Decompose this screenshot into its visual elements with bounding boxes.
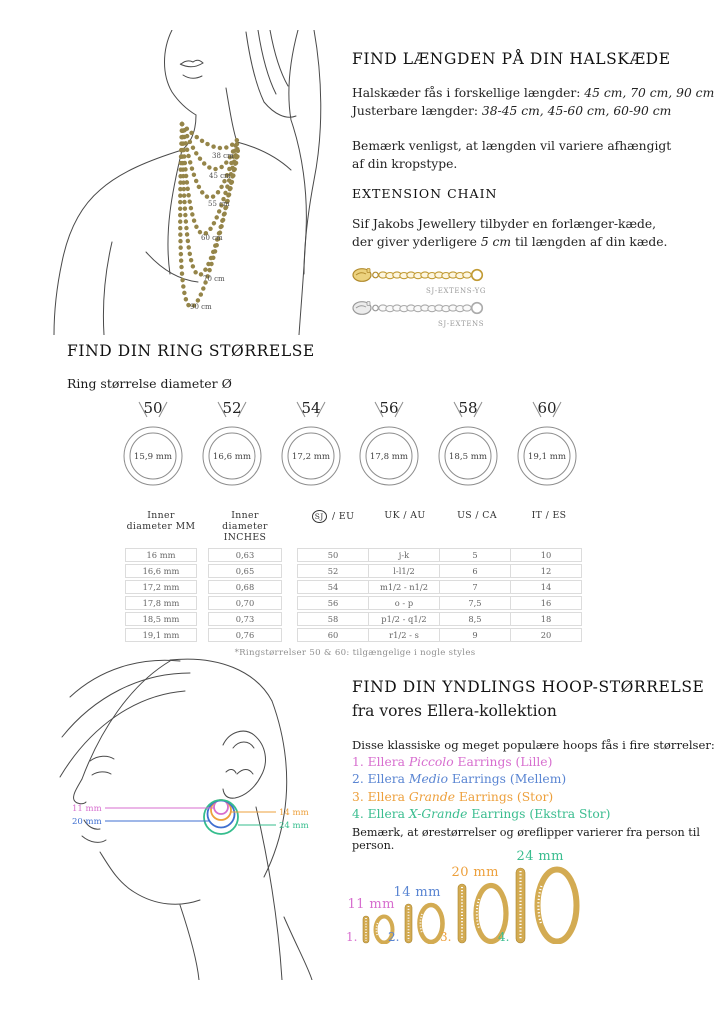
ring-size-table <box>125 510 585 658</box>
hoop-list-item-medio: 2. Ellera Medio Earrings (Mellem) <box>352 772 567 787</box>
necklace-text-block <box>352 50 718 174</box>
ring-size-number: 50 <box>143 399 163 417</box>
cell-us: 5 <box>439 548 511 562</box>
cell-eu: 54 <box>297 580 369 594</box>
cell-us: 6 <box>439 564 511 578</box>
cell-it: 10 <box>510 548 582 562</box>
cell-it: 18 <box>510 612 582 626</box>
ear-size-label-14mm: 14 mm <box>279 808 309 818</box>
cell-it: 12 <box>510 564 582 578</box>
cell-inches: 0,63 <box>208 548 282 562</box>
cell-inches: 0,68 <box>208 580 282 594</box>
cell-uk: r1/2 - s <box>368 628 440 642</box>
hoop-list-item-xgrande: 4. Ellera X-Grande Earrings (Ekstra Stor) <box>352 807 611 822</box>
hoop-size-list <box>352 754 720 824</box>
gold-extension-chain <box>352 266 718 295</box>
silver-extension-chain <box>352 299 718 328</box>
necklace-length-label: 55 cm <box>208 200 230 208</box>
hoop-product-size-24mm: 24 mm <box>516 849 564 864</box>
cell-eu: 60 <box>297 628 369 642</box>
silver-chain-drawing <box>352 299 484 317</box>
hoop-product-number-2: 2. <box>388 930 400 944</box>
ring-size-diagrams <box>114 398 586 494</box>
header-inner-diameter-inches: Inner diameter INCHES <box>222 510 268 543</box>
cell-mm: 19,1 mm <box>125 628 197 642</box>
table-row <box>125 596 585 610</box>
hoop-list-item-grande: 3. Ellera Grande Earrings (Stor) <box>352 789 554 804</box>
cell-uk: p1/2 - q1/2 <box>368 612 440 626</box>
table-row <box>125 548 585 562</box>
cell-us: 8,5 <box>439 612 511 626</box>
extension-line1: Sif Jakobs Jewellery tilbyder en forlænger-kæde, <box>352 217 657 231</box>
hoop-text-block <box>352 678 720 852</box>
hoop-note: Bemærk, at ørestørrelser og øreflipper varierer fra person til person. <box>352 825 700 852</box>
ring-table-header <box>125 510 585 543</box>
extension-chain-heading: EXTENSION CHAIN <box>352 186 498 201</box>
necklace-length-label: 90 cm <box>190 303 212 311</box>
hoop-product-number-1: 1. <box>346 930 358 944</box>
cell-eu: 58 <box>297 612 369 626</box>
cell-mm: 16 mm <box>125 548 197 562</box>
cell-it: 16 <box>510 596 582 610</box>
hoop-list-item-piccolo: 1. Ellera Piccolo Earrings (Lille) <box>352 755 553 769</box>
extension-line2-value: 5 cm <box>480 235 512 250</box>
hoop-ear-drawing <box>58 655 340 980</box>
ring-diagram-56 <box>350 398 428 494</box>
ring-diameter-label: 15,9 mm <box>133 452 173 462</box>
necklace-adjustable-values: 38-45 cm, 45-60 cm, 60-90 cm <box>481 104 672 119</box>
ring-diameter-label: 17,8 mm <box>370 452 409 462</box>
necklace-woman-drawing <box>50 30 350 335</box>
necklace-length-label: 45 cm <box>209 172 231 180</box>
hoop-product-size-11mm: 11 mm <box>347 897 395 912</box>
necklace-note-line1: Bemærk venligst, at længden vil variere afhængigt <box>352 138 672 153</box>
cell-us: 9 <box>439 628 511 642</box>
hoop-product-24mm <box>498 849 582 944</box>
cell-us: 7 <box>439 580 511 594</box>
ring-diameter-label: 17,2 mm <box>291 452 330 462</box>
ring-size-number: 60 <box>537 399 557 417</box>
ring-diameter-label: 16,6 mm <box>212 452 251 462</box>
silver-chain-sku: SJ-EXTENS <box>438 319 485 328</box>
cell-uk: o - p <box>368 596 440 610</box>
ring-size-number: 52 <box>222 399 242 417</box>
necklace-illustration <box>50 30 350 335</box>
ring-size-number: 58 <box>458 399 478 417</box>
ring-diagram-52 <box>193 398 271 494</box>
ear-illustration <box>58 655 340 980</box>
gold-chain-drawing <box>352 266 484 284</box>
cell-eu: 52 <box>297 564 369 578</box>
header-us-ca: US / CA <box>457 510 497 521</box>
hoop-product-size-14mm: 14 mm <box>393 885 441 900</box>
hoop-title-line1: FIND DIN YNDLINGS HOOP-STØRRELSE <box>352 678 705 696</box>
cell-mm: 17,2 mm <box>125 580 197 594</box>
ring-table-footnote: *Ringstørrelser 50 & 60: tilgængelige i nogle styles <box>234 648 476 658</box>
header-uk-au: UK / AU <box>384 510 426 521</box>
cell-inches: 0,70 <box>208 596 282 610</box>
cell-mm: 17,8 mm <box>125 596 197 610</box>
cell-eu: 50 <box>297 548 369 562</box>
necklace-length-label: 60 cm <box>201 234 223 242</box>
hoop-product-number-3: 3. <box>440 930 452 944</box>
cell-inches: 0,65 <box>208 564 282 578</box>
gold-chain-sku: SJ-EXTENS-YG <box>426 286 487 295</box>
cell-us: 7,5 <box>439 596 511 610</box>
extension-line2-pre: der giver yderligere <box>352 235 481 250</box>
table-row <box>125 580 585 594</box>
cell-it: 14 <box>510 580 582 594</box>
ring-diameter-label: 18,5 mm <box>449 452 488 462</box>
hoop-product-size-20mm: 20 mm <box>451 865 499 880</box>
ring-section-title: FIND DIN RING STØRRELSE <box>67 342 315 360</box>
cell-uk: j-k <box>368 548 440 562</box>
cell-uk: m1/2 - n1/2 <box>368 580 440 594</box>
cell-it: 20 <box>510 628 582 642</box>
ear-size-label-20mm: 20 mm <box>72 817 102 827</box>
cell-eu: 56 <box>297 596 369 610</box>
cell-mm: 16,6 mm <box>125 564 197 578</box>
ring-diameter-label: 19,1 mm <box>527 452 567 462</box>
necklace-lengths-values: 45 cm, 70 cm, 90 cm <box>584 86 715 100</box>
ring-size-number: 56 <box>379 399 399 417</box>
sj-logo-badge: SJ <box>312 510 327 523</box>
header-sj-eu: SJ / EU <box>297 510 369 543</box>
necklace-title: FIND LÆNGDEN PÅ DIN HALSKÆDE <box>352 50 671 68</box>
necklace-adjustable-label: Justerbare længder: <box>352 104 482 119</box>
extension-chain-block <box>352 186 718 328</box>
ear-size-label-11mm: 11 mm <box>72 804 102 814</box>
table-row <box>125 612 585 626</box>
header-it-es: IT / ES <box>531 510 567 521</box>
cell-uk: l-l1/2 <box>368 564 440 578</box>
ring-size-number: 54 <box>301 399 321 417</box>
table-row <box>125 628 585 642</box>
necklace-note-line2: af din kropstype. <box>352 157 458 172</box>
necklace-length-label: 38 cm <box>212 152 234 160</box>
hoop-product-number-4: 4. <box>498 930 510 944</box>
ear-size-label-24mm: 24 mm <box>279 821 309 831</box>
header-inner-diameter-mm: Inner diameter MM <box>126 510 196 532</box>
cell-inches: 0,73 <box>208 612 282 626</box>
hoop-title-line2: fra vores Ellera-kollektion <box>352 702 557 720</box>
necklace-lengths-label: Halskæder fås i forskellige længder: <box>352 86 585 100</box>
ring-diagram-58 <box>429 398 507 494</box>
ring-diagram-60 <box>508 398 586 494</box>
necklace-length-label: 70 cm <box>203 275 225 283</box>
cell-mm: 18,5 mm <box>125 612 197 626</box>
ring-diagram-50 <box>114 398 192 494</box>
hoop-products-row <box>340 832 640 944</box>
hoop-product-14mm <box>388 885 446 944</box>
cell-inches: 0,76 <box>208 628 282 642</box>
hoop-intro: Disse klassiske og meget populære hoops fås i fire størrelser: <box>352 738 715 752</box>
table-row <box>125 564 585 578</box>
ring-diagram-54 <box>272 398 350 494</box>
hoop-earring-24mm <box>512 866 582 944</box>
ring-section-subtitle: Ring størrelse diameter Ø <box>67 376 232 391</box>
extension-line2-post: til længden af din kæde. <box>511 235 668 250</box>
